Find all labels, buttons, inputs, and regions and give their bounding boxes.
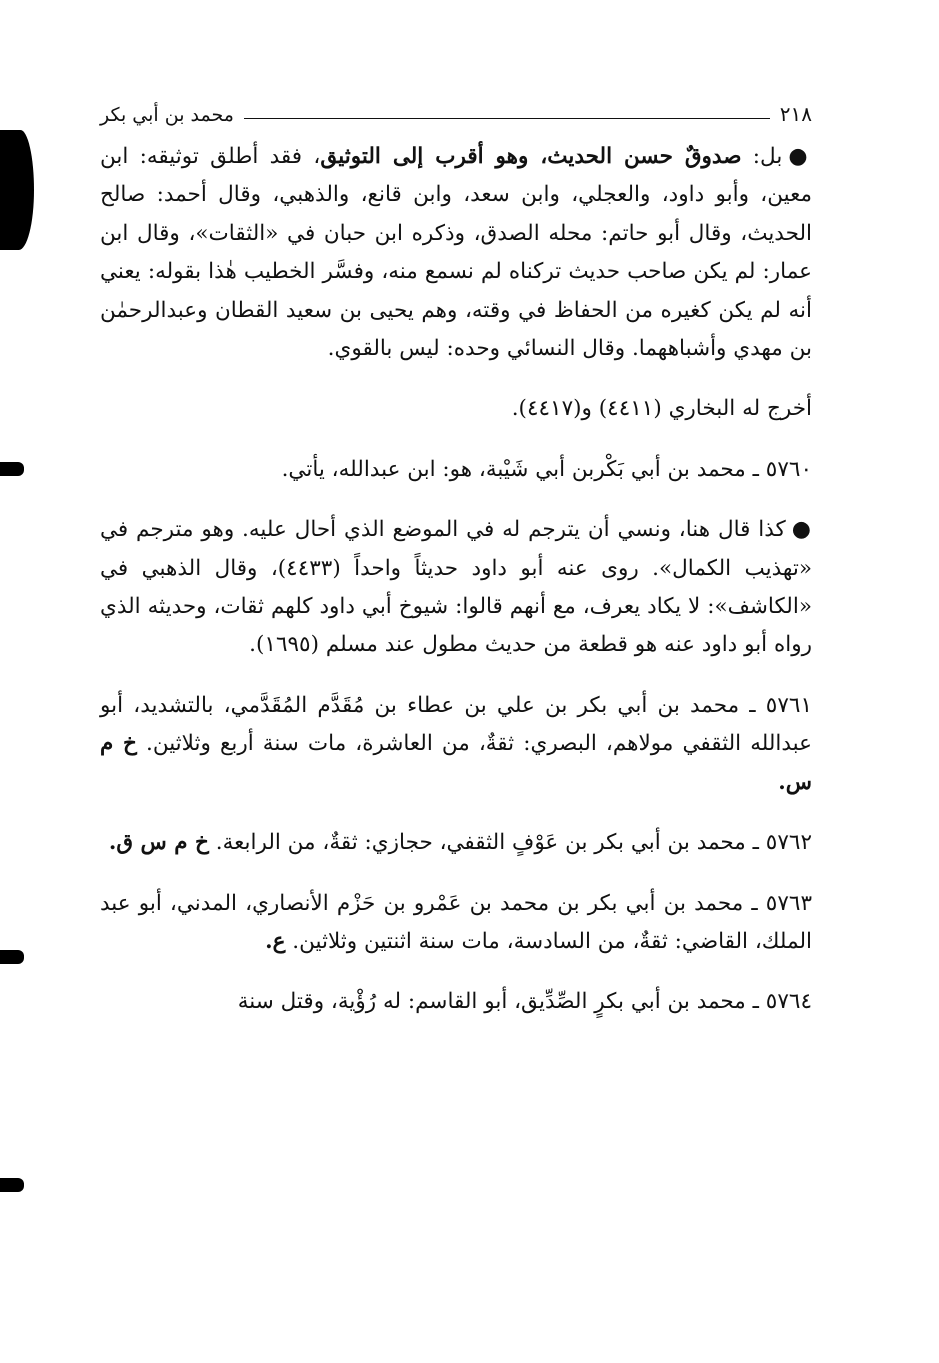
entry-text: ٥٧٦١ ـ محمد بن أبي بكر بن علي بن عطاء بن مُقَدَّم المُقَدَّمي، بالتشديد، أبو عبدالله الثقفي مولاهم، البصري: ثقةٌ، من العاشرة، مات سنة أربع وثلاثين. [100,692,812,757]
source-codes: خ م س ق. [108,830,209,856]
scan-edge-tick [0,950,24,964]
header-rule [244,118,770,119]
page-body [100,138,812,1022]
entry-text: ٥٧٦٠ ـ محمد بن أبي بَكْربن أبي شَيْبة، هو: ابن عبدالله، يأتي. [281,456,812,482]
citation-paragraph: أخرج له البخاري (٤٤١١) و(٤٤١٧). [511,396,812,422]
entry-5760 [100,451,812,489]
entry-text: ٥٧٦٣ ـ محمد بن أبي بكر بن محمد بن عَمْرو بن حَزْم الأنصاري، المدني، أبو عبد الملك، القاضي: ثقةٌ، من السادسة، مات سنة اثنتين وثلاثين. [100,890,812,954]
entry-5764 [100,983,812,1021]
paragraph-text: ، فقد أطلق توثيقه: ابن معين، وأبو داود، والعجلي، وابن سعد، وابن قانع، والذهبي، وقال أحمد: صالح الحديث، وقال أبو حاتم: محله الصدق، وذكره ابن حبان في «الثقات»، وقال ابن عمار: لم يكن صاحب حديث تركناه لم نسمع منه، وفسَّر الخطيب هٰذا بقوله: يعني أنه لم يكن كغيره من الحفاظ في وقته، وهم يحيى بن سعيد القطان وعبدالرحمٰن بن مهدي وأشباههما. وقال النسائي وحده: ليس بالقوي. [100,144,812,362]
bullet-icon: ● [788,144,812,169]
paragraph-lead: بل: [741,144,783,169]
entry-text: ٥٧٦٢ ـ محمد بن أبي بكر بن عَوْفٍ الثقفي، حجازي: ثقةٌ، من الرابعة. [208,830,812,856]
commentary-paragraph [100,511,812,665]
bold-verdict: صدوقٌ حسن الحديث، وهو أقرب إلى التوثيق [320,144,742,169]
entry-text: ٥٧٦٤ ـ محمد بن أبي بكرٍ الصِّدِّيق، أبو القاسم: له رُؤْية، وقتل سنة [237,989,812,1015]
bullet-icon: ● [791,517,812,543]
page-number: ٢١٨ [779,102,812,126]
entry-5762 [100,824,812,862]
entry-5761 [100,687,812,802]
paragraph-text: كذا قال هنا، ونسي أن يترجم له في الموضع الذي أحال عليه. وهو مترجم في «تهذيب الكمال». روى عنه أبو داود حديثاً واحداً (٤٤٣٣)، وقال الذهبي في «الكاشف»: لا يكاد يعرف، مع أنهم قالوا: شيوخ أبي داود كلهم ثقات، وحديثه الذي رواه أبو داود عنه هو قطعة من حديث مطول عند مسلم (١٦٩٥). [100,517,812,658]
source-codes: خ م س. [100,731,812,795]
entry-5763 [100,885,812,962]
scan-edge-mark [0,130,34,250]
page-header [100,92,812,126]
scan-edge-tick [0,462,24,476]
commentary-paragraph [100,138,812,368]
scan-edge-tick [0,1178,24,1192]
source-codes: ع. [265,928,286,954]
running-title: محمد بن أبي بكر [100,104,234,126]
